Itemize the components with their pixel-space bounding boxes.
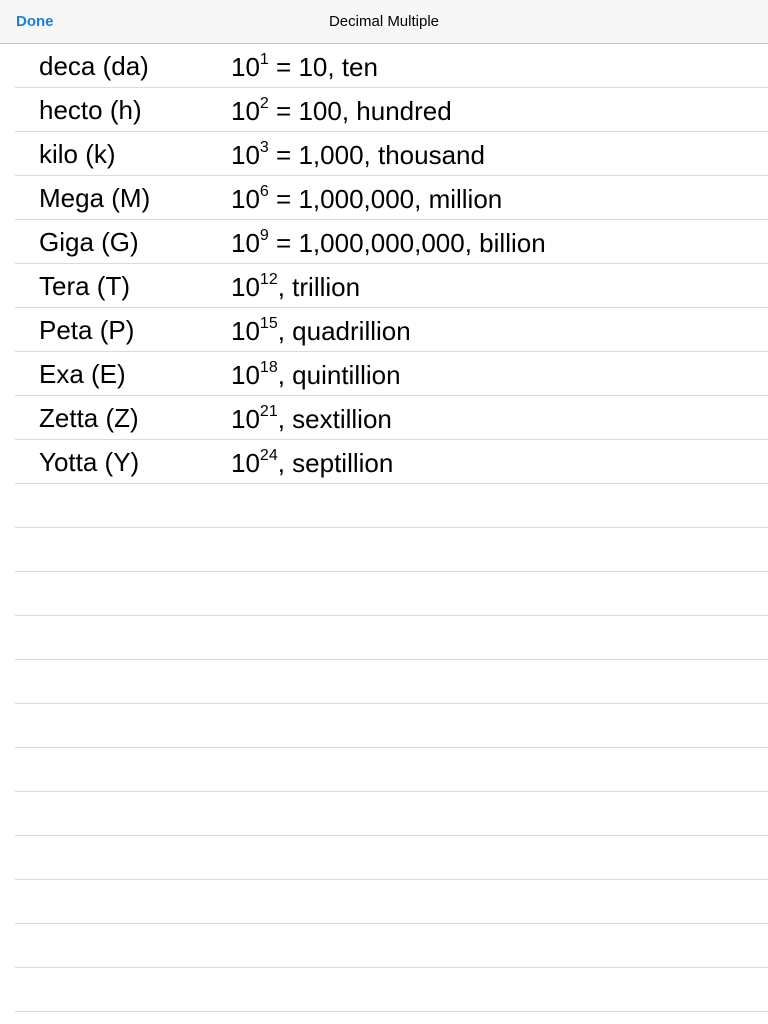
description-text: = 1,000,000, million bbox=[268, 184, 503, 214]
multiple-value bbox=[231, 140, 485, 170]
empty-table-row bbox=[15, 484, 768, 528]
base-text: 10 bbox=[231, 140, 260, 170]
prefix-label: Tera (T) bbox=[39, 271, 130, 301]
empty-table-row bbox=[15, 924, 768, 968]
multiple-value bbox=[231, 316, 411, 346]
table-row bbox=[15, 132, 768, 176]
base-text: 10 bbox=[231, 52, 260, 82]
empty-table-row bbox=[15, 880, 768, 924]
exponent-text: 2 bbox=[259, 95, 269, 113]
prefix-label: hecto (h) bbox=[39, 95, 142, 125]
table-row bbox=[15, 88, 768, 132]
base-text: 10 bbox=[231, 404, 260, 434]
multiple-value bbox=[231, 184, 502, 214]
empty-table-row bbox=[15, 528, 768, 572]
empty-table-row bbox=[15, 572, 768, 616]
decimal-multiple-table bbox=[0, 44, 768, 1012]
multiple-value bbox=[231, 52, 378, 82]
description-text: = 10, ten bbox=[268, 52, 378, 82]
table-row bbox=[15, 308, 768, 352]
empty-table-row bbox=[15, 616, 768, 660]
description-text: , quintillion bbox=[277, 360, 401, 390]
prefix-label: Yotta (Y) bbox=[39, 447, 140, 477]
description-text: = 100, hundred bbox=[268, 96, 452, 126]
prefix-label: deca (da) bbox=[39, 51, 149, 81]
description-text: = 1,000,000,000, billion bbox=[268, 228, 546, 258]
empty-table-row bbox=[15, 660, 768, 704]
exponent-text: 6 bbox=[259, 183, 269, 201]
base-text: 10 bbox=[231, 184, 260, 214]
base-text: 10 bbox=[231, 316, 260, 346]
base-text: 10 bbox=[231, 228, 260, 258]
multiple-value bbox=[231, 96, 452, 126]
multiple-value bbox=[231, 228, 546, 258]
table-row bbox=[15, 440, 768, 484]
prefix-label: kilo (k) bbox=[39, 139, 116, 169]
base-text: 10 bbox=[231, 96, 260, 126]
description-text: , quadrillion bbox=[277, 316, 411, 346]
empty-table-row bbox=[15, 836, 768, 880]
exponent-text: 12 bbox=[259, 271, 278, 289]
table-row bbox=[15, 44, 768, 88]
description-text: = 1,000, thousand bbox=[268, 140, 485, 170]
navigation-bar bbox=[0, 0, 768, 44]
prefix-label: Mega (M) bbox=[39, 183, 151, 213]
exponent-text: 24 bbox=[259, 447, 278, 465]
exponent-text: 18 bbox=[259, 359, 278, 377]
empty-table-row bbox=[15, 968, 768, 1012]
exponent-text: 21 bbox=[259, 403, 278, 421]
table-row bbox=[15, 264, 768, 308]
description-text: , trillion bbox=[277, 272, 361, 302]
exponent-text: 9 bbox=[259, 227, 269, 245]
multiple-value bbox=[231, 404, 392, 434]
table-row bbox=[15, 396, 768, 440]
multiple-value bbox=[231, 272, 360, 302]
base-text: 10 bbox=[231, 360, 260, 390]
exponent-text: 15 bbox=[259, 315, 278, 333]
description-text: , sextillion bbox=[277, 404, 392, 434]
prefix-label: Giga (G) bbox=[39, 227, 139, 257]
table-row bbox=[15, 352, 768, 396]
empty-table-row bbox=[15, 704, 768, 748]
page-title: Decimal Multiple bbox=[328, 13, 440, 30]
empty-table-row bbox=[15, 748, 768, 792]
done-button[interactable]: Done bbox=[16, 13, 54, 30]
description-text: , septillion bbox=[277, 448, 394, 478]
exponent-text: 3 bbox=[259, 139, 269, 157]
base-text: 10 bbox=[231, 448, 260, 478]
prefix-label: Exa (E) bbox=[39, 359, 126, 389]
prefix-label: Peta (P) bbox=[39, 315, 135, 345]
base-text: 10 bbox=[231, 272, 260, 302]
multiple-value bbox=[231, 448, 393, 478]
table-row bbox=[15, 176, 768, 220]
prefix-label: Zetta (Z) bbox=[39, 403, 139, 433]
exponent-text: 1 bbox=[259, 51, 269, 69]
multiple-value bbox=[231, 360, 401, 390]
empty-table-row bbox=[15, 792, 768, 836]
table-row bbox=[15, 220, 768, 264]
